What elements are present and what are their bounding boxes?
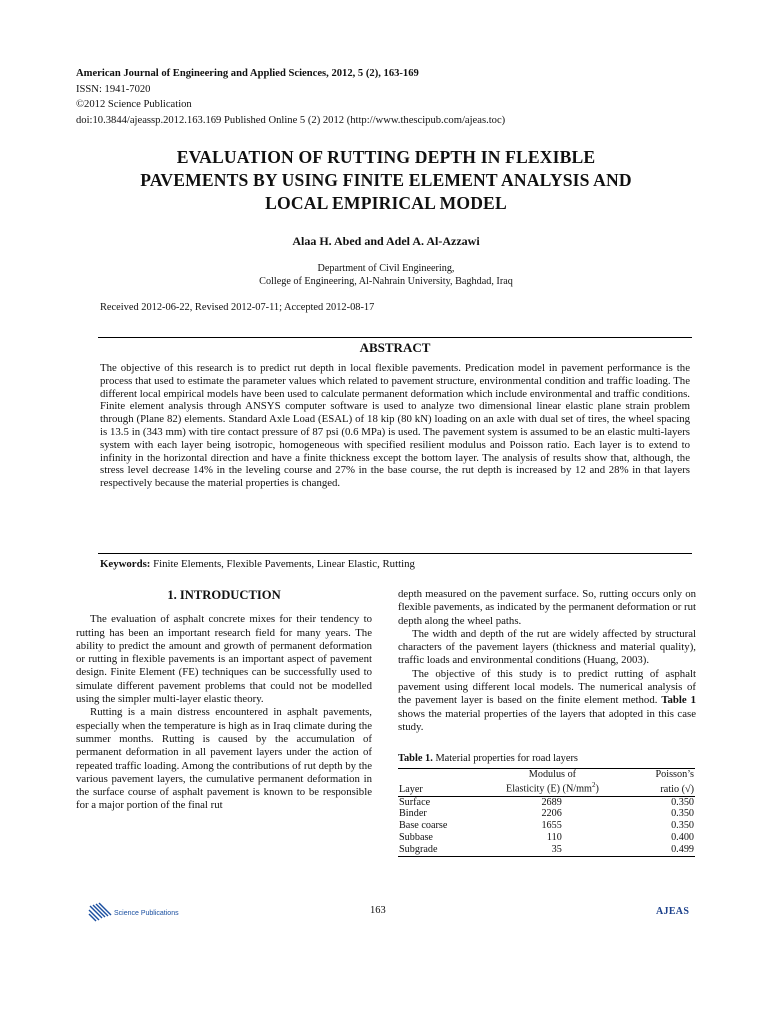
publisher-logo[interactable] bbox=[88, 902, 179, 924]
issn: ISSN: 1941-7020 bbox=[76, 83, 151, 95]
cell-modulus: 110 bbox=[546, 831, 562, 843]
left-column bbox=[76, 588, 372, 813]
section-heading-introduction: 1. INTRODUCTION bbox=[167, 588, 281, 602]
intro-paragraph-2: Rutting is a main distress encountered in asphalt pavements, especially when the temperature is high as in Iraq climate during the summer months. Rutting is caused by the accumulation of permanent deformation in all pavement layers under the action of repeated traffic loading. Among the contributions of rut depth by the various pavement layers, the cumulative permanent deformation in the surface course of asphalt pavement is known to be responsible for a major portion of the final rut bbox=[76, 706, 372, 812]
header-modulus-line1: Modulus of bbox=[493, 768, 612, 780]
table-caption-text: Material properties for road layers bbox=[432, 753, 578, 765]
paper-title bbox=[76, 146, 696, 215]
copyright: ©2012 Science Publication bbox=[76, 99, 192, 111]
intro-paragraph-1: The evaluation of asphalt concrete mixes for their tendency to rutting has been an important research field for many years. The ability to predict the amount and growth of permanent deformation or rutting in flexible pavements is an important aspect of pavement design. Finite Element (FE) techniques can be successfully used to simulate different pavement problems that could not be modelled using the simpler multi-layer elastic theory. bbox=[76, 613, 372, 706]
cell-poisson: 0.350 bbox=[671, 808, 694, 820]
header-layer-blank bbox=[398, 768, 493, 780]
abstract-top-rule bbox=[98, 337, 692, 338]
table-row bbox=[398, 808, 695, 820]
abstract-text: The objective of this research is to predict rut depth in local flexible pavements. Predication model in pavement performance is the process that used to estimate the parameter values which related to pavement structure, environmental condition and traffic loading. The different local empirical models have been used to calculate permanent deformation which include environmental and traffic conditions. Finite element analysis through ANSYS computer software is used to analyze two dimensional linear elastic plane strain problem through (Plane 82) elements. Standard Axle Load (ESAL) of 18 kip (80 kN) loading on an axle with dual set of tires, the wheel spacing is 13.5 in (343 mm) with tire contact pressure of 87 psi (0.6 MPa) is used. The pavement system is assumed to be an elastic multi-layers system with each layer being isotropic, homogeneous with specified resilient modulus and Poisson ratio. Each layer is to extend to infinity in the horizontal direction and have a finite thickness except the bottom layer. The analysis of results show that, although, the stress level decrease 14% in the leveling course and 27% in the base course, the rut depth is increased by 12 and 28% in that layers respectively because the material properties is changed. bbox=[100, 362, 690, 490]
keywords-label: Keywords: bbox=[100, 558, 151, 570]
header-layer: Layer bbox=[398, 780, 493, 796]
cell-modulus: 35 bbox=[493, 844, 612, 856]
right-column bbox=[398, 588, 696, 857]
cell-layer: Subgrade bbox=[398, 844, 493, 856]
material-properties-table bbox=[398, 768, 695, 857]
cell-layer: Subbase bbox=[399, 831, 433, 843]
table-reference[interactable]: Table 1 bbox=[661, 694, 696, 707]
abstract-heading: ABSTRACT bbox=[359, 340, 431, 355]
publisher-logo-icon bbox=[88, 902, 114, 924]
table-row bbox=[398, 832, 695, 844]
cell-layer: Surface bbox=[399, 796, 431, 808]
header-modulus-end: ) bbox=[595, 783, 599, 795]
cell-layer: Binder bbox=[399, 808, 427, 820]
page-number: 163 bbox=[370, 905, 386, 916]
cell-modulus: 1655 bbox=[541, 820, 562, 832]
cell-modulus: 2206 bbox=[541, 808, 562, 820]
cell-poisson: 0.499 bbox=[612, 844, 695, 856]
intro-paragraph-4: The width and depth of the rut are widely affected by structural characters of the pavement layers (thickness and material quality), traffic loads and environmental conditions (Huang, 2003). bbox=[398, 627, 696, 667]
title-line-2: PAVEMENTS BY USING FINITE ELEMENT ANALYSIS AND bbox=[140, 170, 632, 190]
doi-line[interactable]: doi:10.3844/ajeassp.2012.163.169 Published Online 5 (2) 2012 (http://www.thescipub.com/ajeas.toc) bbox=[76, 114, 506, 126]
title-line-1: EVALUATION OF RUTTING DEPTH IN FLEXIBLE bbox=[176, 147, 596, 167]
cell-poisson: 0.400 bbox=[671, 831, 694, 843]
received-dates: Received 2012-06-22, Revised 2012-07-11; Accepted 2012-08-17 bbox=[100, 302, 375, 313]
table-row bbox=[398, 844, 695, 856]
journal-abbreviation: AJEAS bbox=[656, 906, 690, 917]
table-row bbox=[398, 820, 695, 832]
header-poisson-line1: Poisson’s bbox=[612, 768, 695, 780]
intro-p5-text-a: The objective of this study is to predict rutting of asphalt pavement using different local models. The numerical analysis of the pavement layer is based on the finite element method. bbox=[398, 667, 696, 707]
intro-p5-text-c: shows the material properties of the layers that adopted in this case study. bbox=[398, 707, 696, 733]
intro-paragraph-5 bbox=[398, 668, 696, 734]
affiliation bbox=[76, 262, 696, 289]
table-header-row-2 bbox=[398, 780, 695, 796]
table-header-row bbox=[398, 768, 695, 780]
table-caption-label: Table 1. bbox=[398, 753, 433, 765]
cell-poisson: 0.350 bbox=[671, 796, 694, 808]
table-row bbox=[398, 796, 695, 808]
cell-modulus: 2689 bbox=[541, 796, 562, 808]
intro-paragraph-3: depth measured on the pavement surface. So, rutting occurs only on flexible pavements, as indicated by the permanent deformation or rut depth along the wheel paths. bbox=[398, 588, 697, 627]
publisher-logo-text: Science Publications bbox=[114, 909, 179, 917]
affiliation-line-2: College of Engineering, Al-Nahrain University, Baghdad, Iraq bbox=[259, 276, 513, 288]
keywords-text: Finite Elements, Flexible Pavements, Linear Elastic, Rutting bbox=[150, 558, 415, 570]
cell-layer: Base coarse bbox=[399, 820, 448, 832]
keywords bbox=[100, 558, 415, 570]
journal-citation: American Journal of Engineering and Applied Sciences, 2012, 5 (2), 163-169 bbox=[76, 68, 419, 79]
header-modulus-line2 bbox=[493, 780, 612, 796]
header-poisson-line2: ratio (√) bbox=[612, 780, 695, 796]
title-line-3: LOCAL EMPIRICAL MODEL bbox=[265, 193, 507, 213]
abstract-bottom-rule bbox=[98, 553, 692, 554]
affiliation-line-1: Department of Civil Engineering, bbox=[317, 263, 455, 274]
authors: Alaa H. Abed and Adel A. Al-Azzawi bbox=[292, 234, 480, 248]
cell-poisson: 0.350 bbox=[671, 820, 694, 832]
header-modulus-text: Elasticity (E) (N/mm bbox=[505, 783, 592, 795]
table-caption bbox=[398, 752, 696, 765]
header-modulus-sup: 2 bbox=[591, 781, 596, 790]
journal-header bbox=[76, 66, 505, 128]
